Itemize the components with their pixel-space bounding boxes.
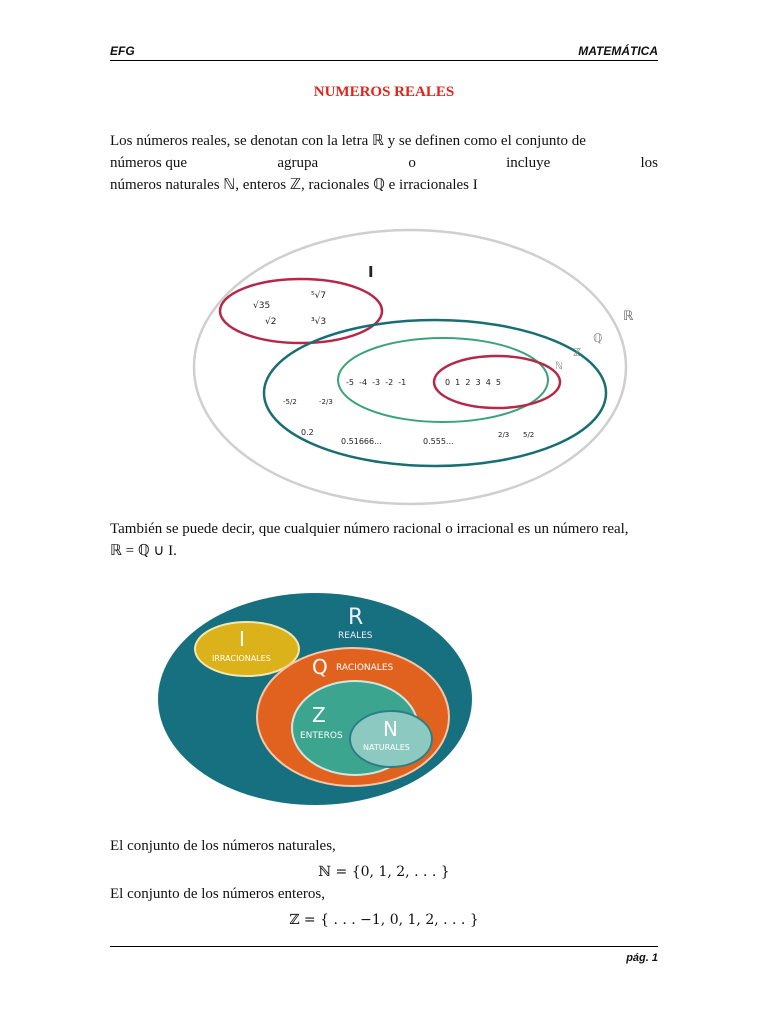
natural-set-label: ℕ [555,361,564,372]
middle-line-2: ℝ = ℚ ∪ I. [110,543,177,559]
irrational-root3-3: ³√3 [311,317,327,327]
middle-line-1: También se puede decir, que cualquier número racional o irracional es un número real, [110,521,629,537]
irrational-set-outline [220,279,382,343]
naturals-set-equation: ℕ = {0, 1, 2, . . . } [318,864,450,880]
irrational-root5-7: ⁵√7 [311,291,327,301]
decimal-0-51666: 0.51666... [341,437,382,446]
sets-outline-diagram [185,222,645,512]
fraction-neg2-3: -2/3 [319,398,333,406]
natural-name: NATURALES [363,743,410,752]
integer-name: ENTEROS [300,731,343,741]
page-number: pág. 1 [626,952,658,964]
irrational-name: IRRACIONALES [212,654,271,663]
fraction-neg5-2: -5/2 [283,398,297,406]
rational-letter: Q [312,655,328,679]
intro-paragraph [110,130,658,196]
irrational-set-label: I [368,263,374,281]
fraction-5-2: 5/2 [523,431,535,439]
page-header [110,42,658,61]
decimal-0-555: 0.555... [423,437,454,446]
natural-numbers: 0 1 2 3 4 5 [445,378,501,387]
negative-integers: -5 -4 -3 -2 -1 [346,378,407,387]
page-title: NUMEROS REALES [313,84,455,100]
fraction-2-3: 2/3 [498,431,510,439]
integer-letter: Z [312,703,326,727]
intro-line-1: Los números reales, se denotan con la letra ℝ y se definen como el conjunto de [110,133,586,149]
integers-intro: El conjunto de los números enteros, [110,886,325,902]
header-right: MATEMÁTICA [578,44,658,58]
header-left: EFG [110,44,135,58]
rational-set-label: ℚ [593,331,603,345]
footer-divider [110,946,658,947]
sets-color-diagram [155,588,475,810]
intro-line-2: números que agrupa o incluye los [110,155,658,171]
integers-set-equation: ℤ = { . . . −1, 0, 1, 2, . . . } [289,912,479,928]
natural-letter: N [383,717,398,741]
middle-paragraph [110,518,658,562]
irrational-sqrt2: √2 [265,317,277,327]
real-set-label: ℝ [623,309,634,324]
irrational-set-area [195,622,299,676]
naturals-intro: El conjunto de los números naturales, [110,838,336,854]
irrational-sqrt35: √35 [253,301,271,311]
real-name: REALES [338,631,373,641]
real-letter: R [348,605,364,630]
intro-line-3: números naturales ℕ, enteros ℤ, racionales ℚ e irracionales I [110,177,478,193]
rational-name: RACIONALES [336,663,394,673]
integer-set-label: ℤ [573,346,582,359]
irrational-letter: I [239,627,245,651]
decimal-0-2: 0.2 [301,428,314,437]
